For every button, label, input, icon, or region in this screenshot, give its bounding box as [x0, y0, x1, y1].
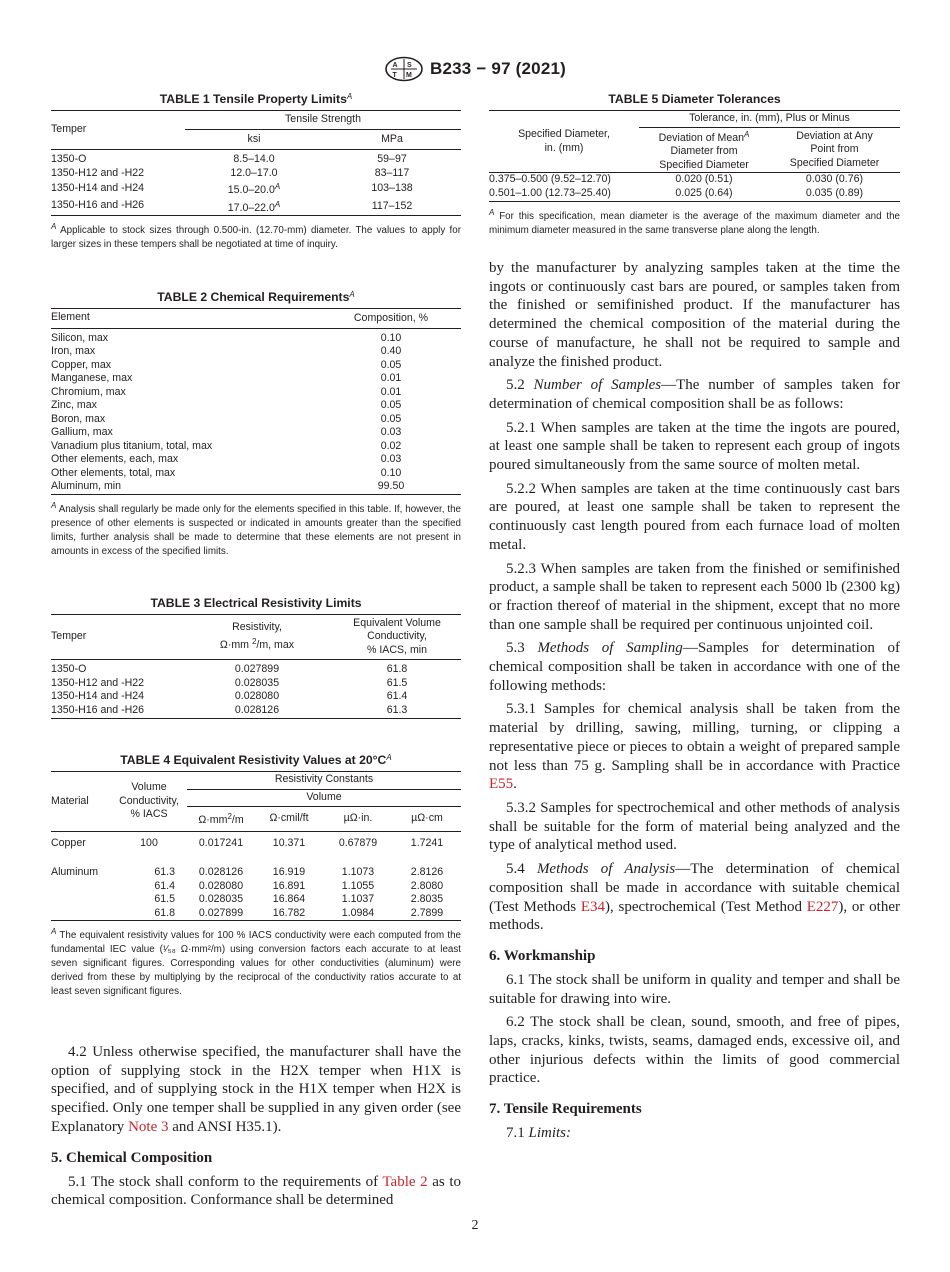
table-row: 1350-H14 and -H24 $15.0-20.0^A$ 103–138 — [51, 182, 413, 196]
table-row: Chromium, max 0.01 — [51, 385, 402, 398]
para-5-1: 5.1 The stock shall conform to the requirements of Table 2 as to chemical composition. Conformance shall be determined — [51, 1173, 461, 1209]
col-element: Element — [51, 309, 321, 329]
para-7-1: 7.1 Limits: — [506, 1125, 572, 1142]
col-composition: Composition, % — [321, 309, 461, 329]
page-number: 2 — [471, 1218, 479, 1233]
svg-text:M: M — [406, 72, 412, 79]
col-specified-diameter: Specified Diameter, in. (mm) — [489, 111, 639, 173]
table-2-title: TABLE 2 Chemical Requirements$^A$ — [157, 290, 355, 304]
table-4-title: TABLE 4 Equivalent Resistivity Values at $20^\circ C^A$ — [120, 753, 392, 767]
para-5-3-2: 5.3.2 Samples for spectrochemical and other methods of analysis shall be suitable for the form of material being analyzed and the type of analytical method used. — [489, 799, 900, 854]
para-5-1-cont: by the manufacturer by analyzing samples taken at the time the ingots or continuously cast bars are poured, or samples taken from the finished or semifinished product. If the manufacturer has determined the chemical composition of the material during the course of manufacture, he shall not be required to sample and analyze the finished product. — [489, 260, 900, 370]
para-6-1: 6.1 The stock shall be uniform in quality and temper and shall be suitable for drawing into wire. — [489, 971, 900, 1007]
table-row: Manganese, max 0.01 — [51, 372, 402, 384]
col-resistivity: Resistivity, Ω·mm $^2$/m, max — [181, 614, 333, 660]
section-6-heading: 6. Workmanship — [489, 947, 596, 964]
table-5-footnote: $^A$ For this specification, mean diameter is the average of the maximum diameter and the minimum diameter measured in the same transverse plane along the length. — [489, 208, 900, 236]
table-row: 1350-H12 and -H22 0.028035 61.5 — [51, 676, 408, 689]
page-header — [0, 56, 950, 82]
col-conductivity: Volume Conductivity, % IACS — [111, 772, 187, 832]
svg-text:T: T — [392, 72, 397, 79]
table-row: Zinc, max 0.05 — [51, 399, 402, 411]
table-row: 0.501–1.00 (12.73–25.40) 0.025 (0.64) 0.035 (0.89) — [489, 187, 900, 202]
table-3 — [51, 596, 461, 720]
col-tolerance: Tolerance, in. (mm), Plus or Minus — [639, 111, 900, 128]
para-5-4: 5.4 Methods of Analysis—The determination of chemical composition shall be made in accordance with suitable chemical (Test Methods E34), spectrochemical (Test Method E227), or other methods. — [489, 861, 900, 934]
astm-logo-icon — [384, 56, 424, 82]
col-microohm-cm: µΩ·cm — [393, 807, 461, 832]
table-row: Aluminum, min 99.50 — [51, 480, 461, 494]
table-row: Boron, max 0.05 — [51, 412, 402, 425]
col-conductivity: Equivalent Volume Conductivity, % IACS, min — [333, 614, 461, 660]
table-row: 1350-H16 and -H26 $17.0-22.0^A$ 117–152 — [51, 198, 461, 216]
table-row: 1350-O 8.5–14.0 59–97 — [51, 153, 407, 165]
col-deviation-of-mean: Deviation of Mean$^A$ Diameter from Specified Diameter — [639, 127, 769, 173]
para-5-3: 5.3 Methods of Sampling—Samples for determination of chemical composition shall be taken in accordance with one of the following methods: — [489, 640, 900, 694]
e227-link[interactable]: E227 — [806, 898, 839, 915]
table-4 — [51, 753, 461, 999]
table-3-title: TABLE 3 Electrical Resistivity Limits — [150, 595, 362, 610]
col-ohm-mm2-m: $\Omega\cdot mm^2/m$ — [187, 807, 255, 832]
table-2-footnote: $^A$ Analysis shall regularly be made only for the elements specified in this table. If, however, the presence of other elements is suspected or indicated in amounts greater than the specified limits, further analysis shall be made to determine that these elements are not present in amounts in excess of the specified limits. — [51, 500, 461, 557]
para-5-2: 5.2 Number of Samples—The number of samples taken for determination of chemical composition shall be as follows: — [489, 377, 901, 412]
table-4-footnote: $^A$ The equivalent resistivity values for 100 % IACS conductivity were each computed from the fundamental IEC value (¹⁄₅₈ Ω·mm²/m) using conversion factors each accurate to at least seven significant figures. Corresponding values for other conductivities (aluminum) were derived from these by multiplying by the reciprocal of the conductivity ratios accurate to at least seven significant figures. — [51, 927, 461, 997]
table-1 — [51, 92, 461, 252]
table-row: 0.375–0.500 (9.52–12.70) 0.020 (0.51) 0.030 (0.76) — [489, 173, 864, 185]
table-row: Iron, max 0.40 — [51, 345, 402, 357]
col-resistivity-constants: Resistivity Constants — [187, 772, 461, 790]
col-temper: Temper — [51, 111, 185, 150]
table-1-footnote: $^A$ Applicable to stock sizes through 0.500-in. (12.70-mm) diameter. The values to apply for larger sizes in these tempers shall be negotiated at time of inquiry. — [51, 222, 461, 250]
table-row: Other elements, total, max 0.10 — [51, 466, 402, 479]
col-material: Material — [51, 772, 111, 832]
table-row: 1350-H16 and -H26 0.028126 61.3 — [51, 704, 461, 719]
section-7-heading: 7. Tensile Requirements — [489, 1101, 642, 1118]
table-row: Vanadium plus titanium, total, max 0.02 — [51, 439, 402, 452]
table-row: Silicon, max 0.10 — [51, 331, 402, 344]
para-5-2-3: 5.2.3 When samples are taken from the finished or semifinished product, a sample shall be taken to represent each 5000 lb (2300 kg) or fraction thereof of material in the shipment, except that no more than one sample shall be required per continuous unjointed coil. — [489, 560, 900, 633]
table-row: 1350-H14 and -H24 0.028080 61.4 — [51, 690, 408, 702]
left-body-text — [51, 1043, 461, 1210]
standard-designation: B233 − 97 (2021) — [430, 59, 566, 78]
table-2 — [51, 290, 461, 559]
col-microohm-in: µΩ·in. — [323, 807, 393, 832]
table-5 — [489, 92, 900, 238]
table-row: Copper 100 0.017241 10.371 0.67879 1.7241 — [51, 836, 444, 849]
svg-text:S: S — [407, 62, 412, 69]
e34-link[interactable]: E34 — [580, 898, 605, 915]
col-mpa: MPa — [323, 129, 461, 150]
table-row: 61.4 0.028080 16.891 1.1055 2.8080 — [154, 879, 444, 892]
col-tensile-strength: Tensile Strength — [185, 111, 461, 130]
para-5-3-1: 5.3.1 Samples for chemical analysis shall be taken from the material by drilling, sawing, milling, turning, or clipping a representative piece or pieces to obtain a weight of prepared sample not less than 75 g. Sampling shall be in accordance with Practice E55. — [489, 701, 900, 793]
svg-text:A: A — [392, 62, 398, 69]
col-temper: Temper — [51, 614, 181, 660]
table-row: 61.5 0.028035 16.864 1.1037 2.8035 — [154, 893, 444, 905]
table-row: 1350-H12 and -H22 12.0–17.0 83–117 — [51, 166, 410, 179]
table-2-link[interactable]: Table 2 — [382, 1173, 428, 1190]
col-deviation-any-point: Deviation at Any Point from Specified Diameter — [769, 127, 900, 173]
table-row: Gallium, max 0.03 — [51, 426, 402, 438]
table-1-title: TABLE 1 Tensile Property Limits$^A$ — [159, 92, 353, 106]
table-row: Copper, max 0.05 — [51, 358, 402, 371]
e55-link[interactable]: E55 — [489, 776, 514, 793]
para-5-2-2: 5.2.2 When samples are taken at the time continuously cast bars are poured, at least one sample shall be taken to represent the continuously cast length poured from each furnace load of molten metal. — [489, 480, 900, 553]
para-6-2: 6.2 The stock shall be clean, sound, smooth, and free of pipes, laps, cracks, kinks, twists, seams, damaged ends, excessive oil, and other injurious defects within the limits of good commercial practice. — [489, 1014, 900, 1087]
table-5-title: TABLE 5 Diameter Tolerances — [608, 92, 781, 106]
col-ohm-cmil-ft: Ω·cmil/ft — [255, 807, 323, 832]
col-volume: Volume — [187, 789, 461, 807]
section-5-heading: 5. Chemical Composition — [51, 1149, 213, 1166]
para-4-2: 4.2 Unless otherwise specified, the manufacturer shall have the option of supplying stock in the H2X temper when H1X is specified, and of supplying stock in the H1X temper when H2X is specified. Only one temper shall be supplied in any given order (see Explanatory Note 3 and ANSI H35.1). — [51, 1044, 461, 1135]
table-row: Other elements, each, max 0.03 — [51, 453, 402, 465]
col-ksi: ksi — [185, 129, 323, 150]
note-3-link[interactable]: Note 3 — [128, 1118, 169, 1135]
right-body-text — [489, 259, 900, 1143]
table-row: 1350-O 0.027899 61.8 — [51, 663, 408, 675]
table-row: Aluminum 61.3 0.028126 16.919 1.1073 2.8126 — [51, 866, 444, 878]
table-row: 61.8 0.027899 16.782 1.0984 2.7899 — [51, 907, 461, 921]
para-5-2-1: 5.2.1 When samples are taken at the time the ingots are poured, at least one sample shall be taken to represent each group of ingots poured simultaneously from the same source of molten metal. — [489, 419, 900, 474]
